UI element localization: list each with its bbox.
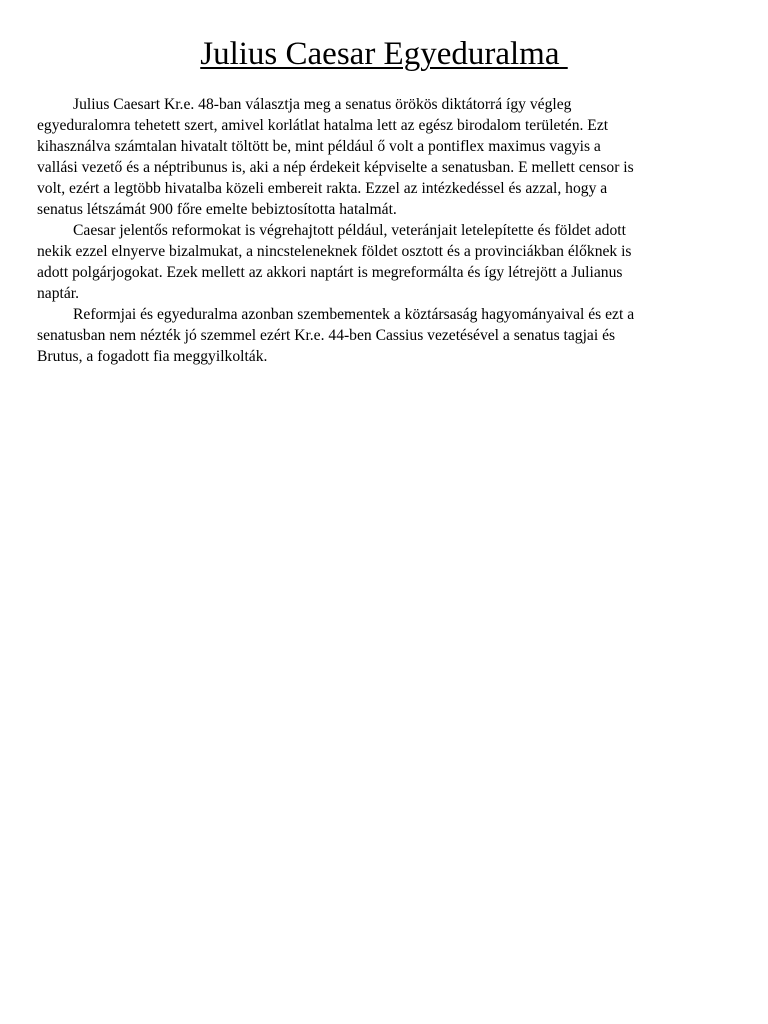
- paragraph: [37, 220, 737, 304]
- text-line: Reformjai és egyeduralma azonban szembementek a köztársaság hagyományaival és ezt a: [73, 306, 635, 323]
- text-line: volt, ezért a legtöbb hivatalba közeli embereit rakta. Ezzel az intézkedéssel és azzal, hogy a: [37, 180, 608, 197]
- paragraph: [37, 304, 737, 367]
- text-line: naptár.: [37, 285, 79, 302]
- text-line: Caesar jelentős reformokat is végrehajtott például, veteránjait letelepítette és földet adott: [73, 222, 626, 239]
- page-title-text: Julius Caesar Egyeduralma: [200, 36, 568, 72]
- text-line: senatusban nem nézték jó szemmel ezért Kr.e. 44-ben Cassius vezetésével a senatus tagjai és: [37, 327, 616, 344]
- page-title: [0, 34, 768, 74]
- text-line: kihasználva számtalan hivatalt töltött be, mint például ő volt a pontiflex maximus vagyis a: [37, 138, 601, 155]
- document-body: [37, 94, 737, 367]
- text-line: vallási vezető és a néptribunus is, aki a nép érdekeit képviselte a senatusban. E mellett censor is: [37, 159, 634, 176]
- text-line: Brutus, a fogadott fia meggyilkolták.: [37, 348, 268, 365]
- text-line: senatus létszámát 900 főre emelte bebiztosította hatalmát.: [37, 201, 397, 218]
- text-line: adott polgárjogokat. Ezek mellett az akkori naptárt is megreformálta és így létrejött a Julianus: [37, 264, 623, 281]
- text-line: egyeduralomra tehetett szert, amivel korlátlat hatalma lett az egész birodalom területén. Ezt: [37, 117, 609, 134]
- paragraph: [37, 94, 737, 220]
- text-line: Julius Caesart Kr.e. 48-ban választja meg a senatus örökös diktátorrá így végleg: [73, 96, 572, 113]
- text-line: nekik ezzel elnyerve bizalmukat, a nincsteleneknek földet osztott és a provinciákban élőknek is: [37, 243, 632, 260]
